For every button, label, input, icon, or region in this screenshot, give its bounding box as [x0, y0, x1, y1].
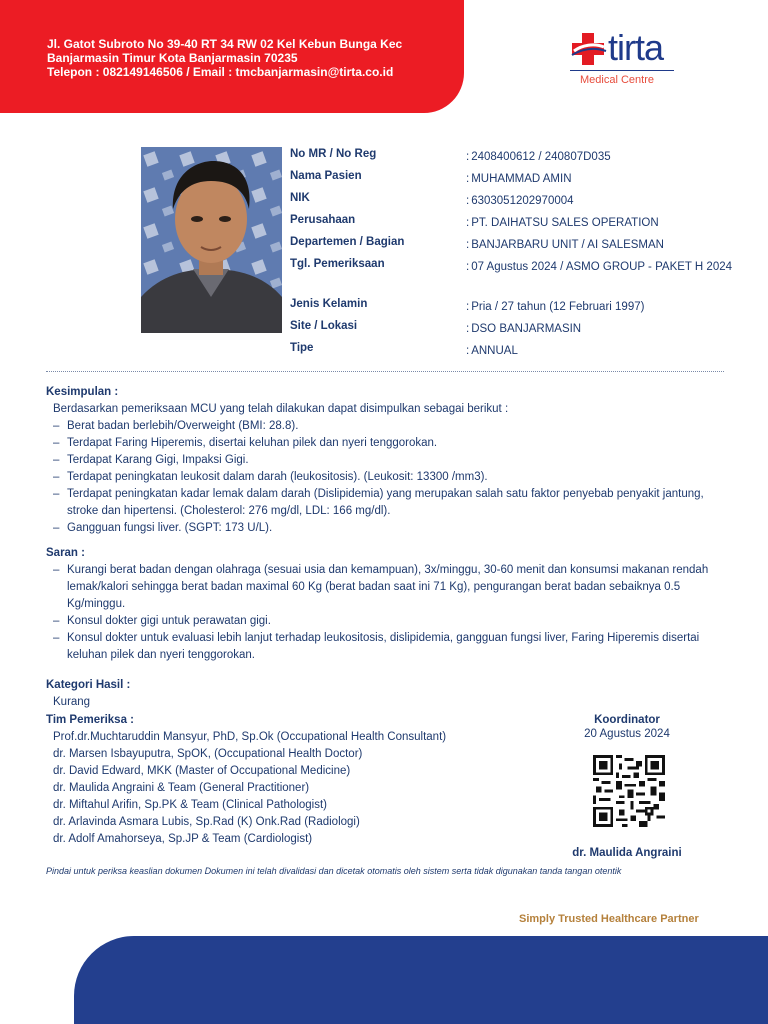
- info-label: Jenis Kelamin: [290, 298, 368, 310]
- saran-title: Saran :: [46, 547, 85, 559]
- saran-list: [46, 562, 726, 664]
- info-value: : MUHAMMAD AMIN: [466, 173, 572, 185]
- kesimpulan-title: Kesimpulan :: [46, 386, 119, 398]
- address-line-2: Banjarmasin Timur Kota Banjarmasin 70235: [47, 51, 298, 65]
- logo-rule: [570, 70, 674, 71]
- list-item: – Terdapat Faring Hiperemis, disertai keluhan pilek dan nyeri tenggorokan.: [46, 435, 726, 452]
- info-value: : Pria / 27 tahun (12 Februari 1997): [466, 301, 645, 313]
- kesimpulan-section: [46, 384, 726, 537]
- section-divider: [46, 371, 724, 372]
- logo-wordmark: tirta: [608, 27, 664, 68]
- validation-note: Pindai untuk periksa keaslian dokumen Dokumen ini telah divalidasi dan dicetak otomatis oleh sistem serta tidak digunakan tanda tangan otentik: [46, 866, 622, 876]
- saran-section: [46, 545, 726, 664]
- kesimpulan-intro: Berdasarkan pemeriksaan MCU yang telah dilakukan dapat disimpulkan sebagai berikut :: [53, 403, 509, 415]
- kategori-value: Kurang: [53, 696, 91, 708]
- koordinator-title: Koordinator: [594, 714, 660, 726]
- info-value: : PT. DAIHATSU SALES OPERATION: [466, 217, 659, 229]
- tim-member: Prof.dr.Muchtaruddin Mansyur, PhD, Sp.Ok (Occupational Health Consultant): [53, 731, 447, 743]
- tim-member: dr. David Edward, MKK (Master of Occupational Medicine): [53, 765, 351, 777]
- tim-member: dr. Maulida Angraini & Team (General Practitioner): [53, 782, 310, 794]
- info-label: Tipe: [290, 342, 314, 354]
- list-item: – Kurangi berat badan dengan olahraga (sesuai usia dan kemampuan), 3x/minggu, 30-60 menit dan konsumsi makanan rendah lemak/kalori sehingga berat badan maximal 60 Kg (berat badan saat ini 71 Kg), pengurangan berat badan sebaiknya 0.5 Kg/minggu.: [46, 562, 726, 613]
- info-label: Perusahaan: [290, 214, 356, 226]
- koordinator-name: dr. Maulida Angraini: [572, 847, 682, 859]
- info-label: Departemen / Bagian: [290, 236, 405, 248]
- contact-line: Telepon : 082149146506 / Email : tmcbanjarmasin@tirta.co.id: [47, 65, 394, 79]
- info-label: NIK: [290, 192, 310, 204]
- list-item: – Terdapat Karang Gigi, Impaksi Gigi.: [46, 452, 726, 469]
- info-label: Site / Lokasi: [290, 320, 358, 332]
- tim-member: dr. Adolf Amahorseya, Sp.JP & Team (Cardiologist): [53, 833, 313, 845]
- tim-member: dr. Arlavinda Asmara Lubis, Sp.Rad (K) Onk.Rad (Radiologi): [53, 816, 360, 828]
- footer-band: [74, 936, 768, 1024]
- clinic-address: [47, 37, 402, 79]
- list-item: – Konsul dokter gigi untuk perawatan gigi.: [46, 613, 726, 630]
- tim-member: dr. Miftahul Arifin, Sp.PK & Team (Clinical Pathologist): [53, 799, 327, 811]
- list-item: – Berat badan berlebih/Overweight (BMI: 28.8).: [46, 418, 726, 435]
- kesimpulan-list: [46, 418, 726, 537]
- header-band: [0, 0, 464, 113]
- info-value: : DSO BANJARMASIN: [466, 323, 582, 335]
- qr-code-icon[interactable]: [592, 755, 666, 827]
- patient-photo: [141, 147, 282, 333]
- list-item: – Terdapat peningkatan leukosit dalam darah (leukositosis). (Leukosit: 13300 /mm3).: [46, 469, 726, 486]
- address-line-1: Jl. Gatot Subroto No 39-40 RT 34 RW 02 Kel Kebun Bunga Kec: [47, 37, 403, 51]
- koordinator-date: 20 Agustus 2024: [584, 728, 670, 740]
- list-item: – Konsul dokter untuk evaluasi lebih lanjut terhadap leukositosis, dislipidemia, gangguan fungsi liver, Faring Hiperemis disertai keluhan pilek dan nyeri tenggorokan.: [46, 630, 726, 664]
- list-item: – Terdapat peningkatan kadar lemak dalam darah (Dislipidemia) yang merupakan salah satu faktor penyebab penyakit jantung, stroke dan hipertensi. (Cholesterol: 276 mg/dl, LDL: 166 mg/dl).: [46, 486, 726, 520]
- tim-title: Tim Pemeriksa :: [46, 714, 135, 726]
- info-label: Tgl. Pemeriksaan: [290, 258, 385, 270]
- info-value: : BANJARBARU UNIT / AI SALESMAN: [466, 239, 664, 251]
- info-label: No MR / No Reg: [290, 148, 377, 160]
- kategori-section: [46, 677, 446, 711]
- info-value: : 07 Agustus 2024 / ASMO GROUP - PAKET H 2024: [466, 261, 733, 273]
- kategori-title: Kategori Hasil :: [46, 679, 131, 691]
- tim-section: [46, 712, 546, 848]
- info-value: : 2408400612 / 240807D035: [466, 151, 611, 163]
- info-label: Nama Pasien: [290, 170, 362, 182]
- tirta-logo: [568, 27, 680, 91]
- tagline: Simply Trusted Healthcare Partner: [519, 913, 699, 925]
- cross-logo-icon: [568, 29, 608, 69]
- tim-member: dr. Marsen Isbayuputra, SpOK, (Occupational Health Doctor): [53, 748, 363, 760]
- list-item: – Gangguan fungsi liver. (SGPT: 173 U/L).: [46, 520, 726, 537]
- info-value: : ANNUAL: [466, 345, 518, 357]
- info-value: : 6303051202970004: [466, 195, 574, 207]
- logo-subtitle: Medical Centre: [580, 74, 654, 86]
